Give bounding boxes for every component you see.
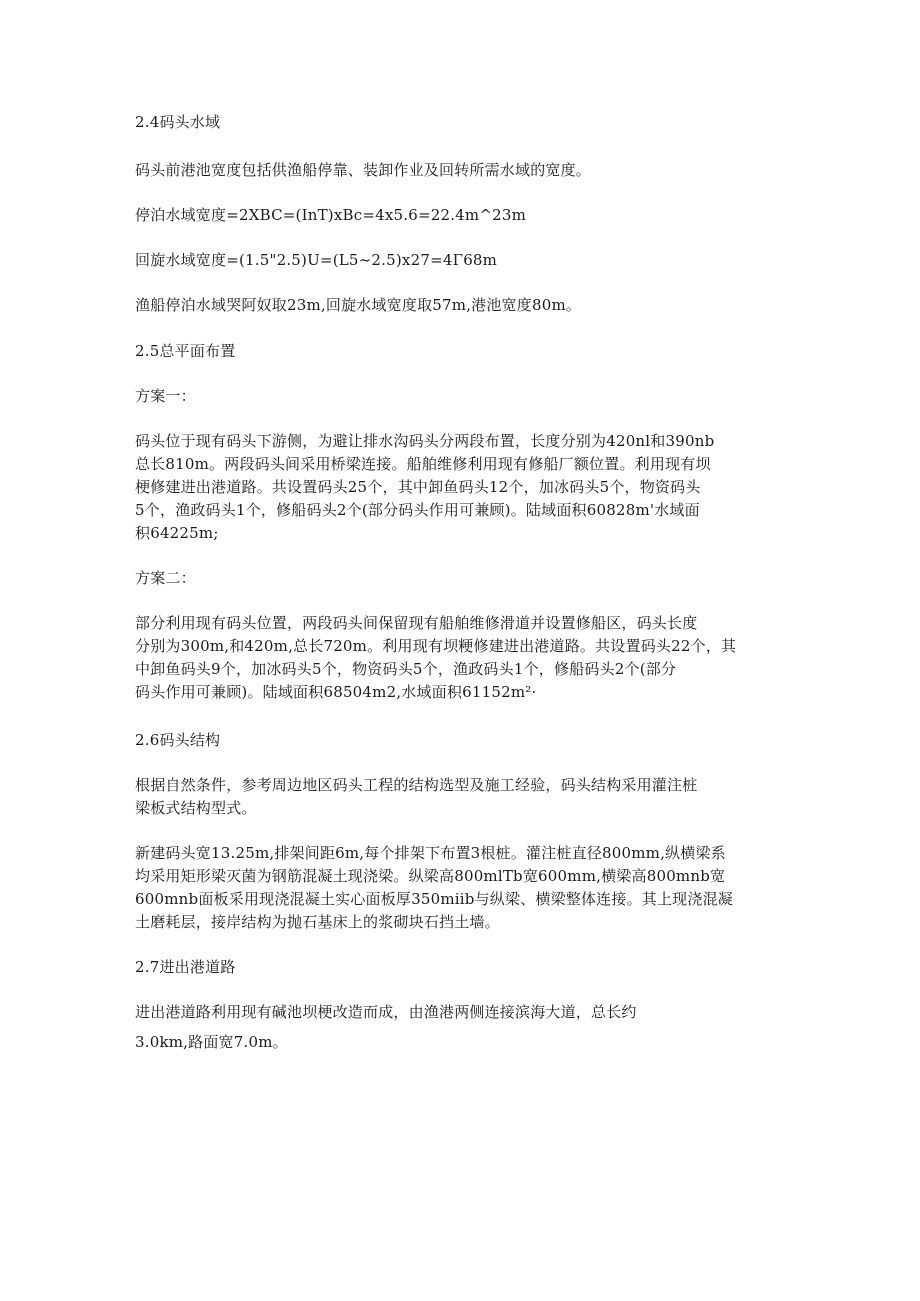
paragraph: 渔船停泊水域哭阿奴取23m,回旋水域宽度取57m,港池宽度80m。 <box>135 296 582 314</box>
section-heading-2-5: 2.5总平面布置 <box>135 342 236 360</box>
section-heading-2-6: 2.6码头结构 <box>135 731 221 749</box>
paragraph-line: 3.0km,路面宽7.0m。 <box>135 1033 288 1051</box>
paragraph-line: 土磨耗层，接岸结构为抛石基床上的浆砌块石挡土墙。 <box>135 913 500 931</box>
paragraph-line: 600mnb面板采用现浇混凝土实心面板厚350miib与纵梁、横梁整体连接。其上现浇混凝 <box>135 890 733 908</box>
paragraph-line: 进出港道路利用现有碱池坝梗改造而成，由渔港两侧连接滨海大道，总长约 <box>135 1003 637 1021</box>
paragraph-line: 码头位于现有码头下游侧，为避让排水沟码头分两段布置，长度分别为420nl和390nb <box>135 432 715 450</box>
paragraph: 码头前港池宽度包括供渔船停靠、装卸作业及回转所需水域的宽度。 <box>135 161 592 179</box>
section-heading-2-4: 2.4码头水域 <box>135 113 221 131</box>
formula-berthing-width: 停泊水域宽度=2XBC=(InT)xBc=4x5.6=22.4m^23m <box>135 206 527 224</box>
paragraph-line: 分别为300m,和420m,总长720m。利用现有坝粳修建进出港道路。共设置码头22个，其 <box>135 637 737 655</box>
paragraph-line: 5个，渔政码头1个，修船码头2个(部分码头作用可兼顾)。陆域面积60828m'水域面 <box>135 501 700 519</box>
paragraph-line: 均采用矩形梁灭菌为钢筋混凝土现浇梁。纵梁高800mlTb宽600mm,横梁高800mnb宽 <box>135 867 726 885</box>
paragraph-line: 积64225m; <box>135 524 219 542</box>
paragraph-line: 根据自然条件，参考周边地区码头工程的结构选型及施工经验，码头结构采用灌注桩 <box>135 776 698 794</box>
paragraph-line: 新建码头宽13.25m,排架间距6m,每个排架下布置3根桩。灌注桩直径800mm,纵横梁系 <box>135 844 726 862</box>
paragraph-line: 梗修建进出港道路。共设置码头25个，其中卸鱼码头12个，加冰码头5个，物资码头 <box>135 478 701 496</box>
paragraph-line: 梁板式结构型式。 <box>135 799 257 817</box>
plan-one-label: 方案一： <box>135 387 196 405</box>
paragraph-line: 部分利用现有码头位置，两段码头间保留现有船舶维修滑道并设置修船区，码头长度 <box>135 614 698 632</box>
section-heading-2-7: 2.7进出港道路 <box>135 958 236 976</box>
plan-two-label: 方案二： <box>135 569 196 587</box>
formula-turning-width: 回旋水域宽度=(1.5"2.5)U=(L5~2.5)x27=4Γ68m <box>135 251 498 269</box>
paragraph-line: 总长810m。两段码头间采用桥梁连接。船舶维修利用现有修船厂额位置。利用现有坝 <box>135 455 711 473</box>
paragraph-line: 码头作用可兼顾)。陆域面积68504m2,水域面积61152m²· <box>135 683 537 701</box>
paragraph-line: 中卸鱼码头9个，加冰码头5个，物资码头5个，渔政码头1个，修船码头2个(部分 <box>135 660 677 678</box>
